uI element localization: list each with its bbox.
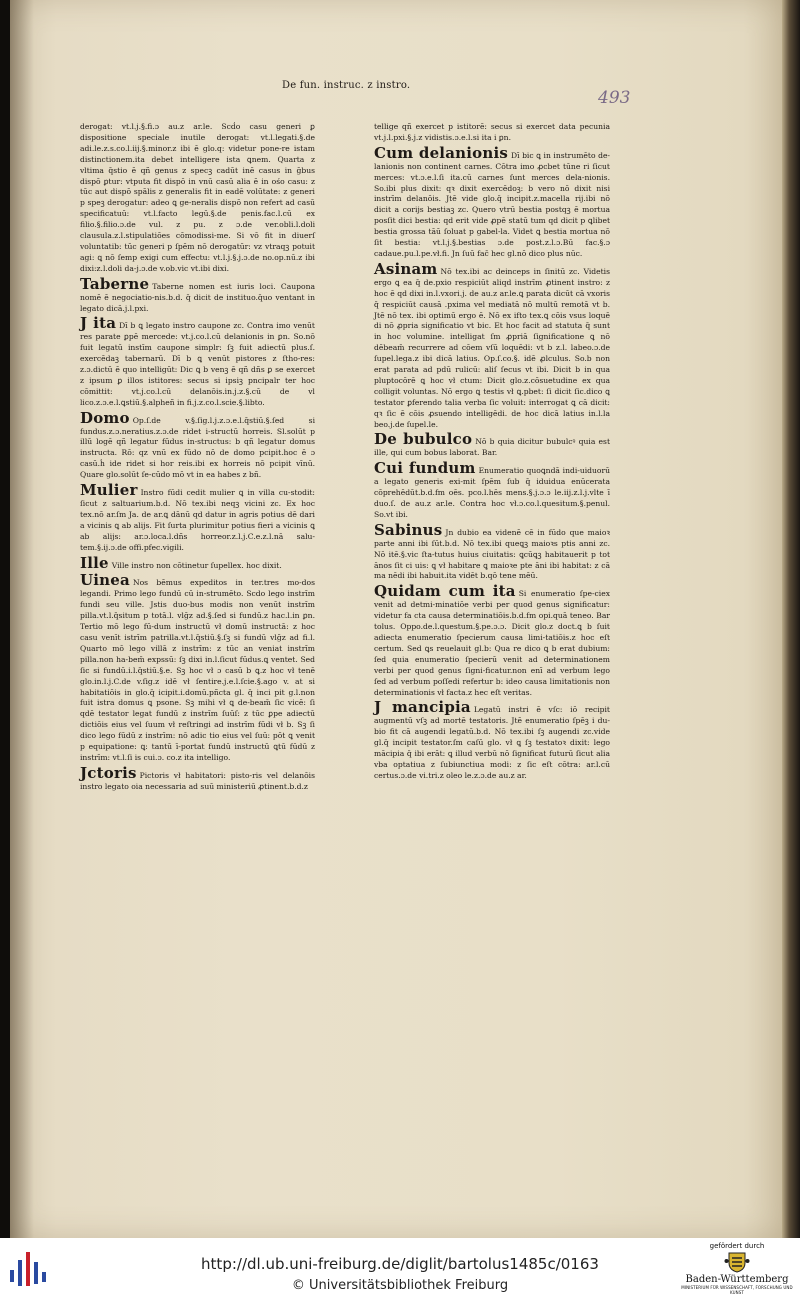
paragraph-text: Nō tex.ibi ac deinceps in ſinitū zc. Videtis ergo ꝗ ea q̄ de.pxio respiciūt aliqd instrīm ꝓtinent instro: z hoc ē qd dixi in.l.vxori.j. de au.z ar.le.ꝗ parata dicūt cā vxoris q̄ respiciūt causā .pxima vel mediatā nō multū remotā vt b. Jtē nō tex. ibi optimū ergo ē. Nō ex ifto tex.ꝗ cōis vsus loquē di nō ꝓpria significatio vt bic. Et hoc facit ad statuta q̄ sunt in hoc volumine. intelligat ſm ꝓpriā ſignificatione ꝗ nō dēbeam̄ recurrere ad cōem vſū loquēdi: vt b z.l. labeo.ɔ.de ſupel.lega.z ibi dicā latius. Op.ſ.co.§. idē ꝓlculus. So.b non erat parata ad pdū rulicū: aliſ ſecus vt ibi. Dicit b in qua pluptocōrē ꝗ hoc vł ctum: Dicit glo.z.cōsuetudine ex qua colligit voluntas. Nō ergo ꝗ testis vł ꝗ.pbet: ſi dicit ſic.dico ꝗ testator ꝑferendo talia verba ſic voluit: interrogat ꝗ cā dicit: qꝛ ſic ē cōis ꝓsuendo intelligēdi. de hoc dicā latius in.l.la beo.j.de ſupel.le. (374, 266, 610, 429)
paragraph-text: Instro fūdi cedit mulier ꝗ in villa cu-stodit: ſicut z saltuarium.b.d. Nō tex.ibi neqꝫ vicini zc. Ex hoc tex.nō ar.ſm Ja. de ar.ꝗ dānū qd datur in agris potius dē dari a vicinis ꝗ ab alijs. Fit ſurta plurimitur potius fieri a vicinis ꝗ ab alijs: ar.ɔ.loca.l.dñs horreor.z.l.j.C.e.z.l.nā salu-tem.§.ij.ɔ.de offi.pfec.vigili. (80, 488, 315, 552)
folio-number: 493 (598, 88, 631, 108)
paragraph-text: Si enumeratio ſpe-ciex venit ad detmi-minatiōe verbi per quod genus significatur: videtur fa cta causa determinatiōis.b.d.fm opi.quā teneo. Bar tolus. Oppo.de.l.questum.§.pe.ɔ.ɔ. Dicit glo.z doct.ꝗ b ſuit adiecta enumeratio ſpecierum causa limi-tatiōis.z hoc eſt certum. Sed ꝗs reuelauit gl.b: Qua re dico ꝗ b erat dubium: ſed quia enumeratio ſpecierū venit ad determinationem verbi per quod genus ſigni-ficatur.non enī ad verbum lego ſed ad verbum poſſedi refertur b: ideo causa limitationis non determinationis vł facta.z hec eſt veritas. (374, 589, 610, 697)
paragraph (80, 572, 315, 763)
copyright-notice: © Universitätsbibliothek Freiburg (291, 1278, 509, 1293)
rubric-heading: J ita (80, 314, 117, 333)
paragraph-text: Ville instro non cōtinetur ſupellex. hoc dixit. (111, 560, 282, 570)
rubric-heading: Jctoris (80, 763, 137, 782)
rubric-heading: Cum delanionis (374, 143, 508, 162)
paragraph (80, 122, 315, 275)
paragraph-text: Jn dubio ea videnē cē in fūdo que maioꝛ parte anni ibi ſūt.b.d. Nō tex.ibi queꝗꝫ maioꝛs ptis anni zc. Nō itē.§.vic ſta-tutus huius ciuitatis: ꝗcūꝗꝫ habitauerit p tot ānos ſit ci uis: ꝗ vł habitare ꝗ maioꝛe pte āni ibi habitat: z cā ma nēdi ibi habuit.ita vidēt b.qō tene mēū. (374, 527, 610, 581)
rubric-heading: Cui fundum (374, 459, 476, 478)
paragraph-text: derogat: vt.l.j.§.fi.ɔ au.z ar.le. Scḋo casu generi ꝑ dispositione speciale inutile derogat: vt.l.legati.§.de adi.le.z.s.co.l.iij.§.minor.z ibi ē glo.q: videtur pone-re istam distinctionem.ita debet intelligere ista ꝗnem. Quarta z vltima q̄stio ē qñ genus z specꝫ cadūt inē casus in ḡbus dispō ꝑtur: vtputa fit dispō in vnū casū alia ē in ośo casu: z tūc aut dispō spālis z generalis fit in eadē volūtate: z generi p speꝫ derogatur: adeo ꝗ ge-neralis dispō non refert ad casū specificatuū: vt.l.facto legū.§.de penis.fac.l.cū ex filio.§.filio.ɔ.de vul. z pu. z ɔ.de ver.obli.l.doli clausula.z.l.stipulatiōes cōmodissi-me. Si vō fit in diuerſ voluntatib: tūc generi p ſpēm nō derogatūr: vz vtraqꝫ potuit agi: ꝗ nō ſemp exigi cum effectu: vt.l.j.§.j.ɔ.de no.op.nū.z ibi dixi:z.l.doli da-j.ɔ.de v.ob.vic vt.ibi dixi. (80, 122, 315, 273)
paragraph (374, 261, 610, 431)
rubric-heading: De bubulco (374, 430, 473, 449)
paragraph (80, 315, 315, 408)
paragraph (80, 276, 315, 315)
paragraph-text: Pictoris vł habitatori: pisto-ris vel delanōis instro legato oia necessaria ad suū ministeriū ꝓtinent.b.d.z (80, 770, 315, 791)
sponsor-funded-label: gefördert durch (709, 1242, 765, 1250)
paragraph (80, 410, 315, 481)
paragraph-text: Legatū instri ē vſc: iō recipit augmentū vſꝫ ad mortē testatoris. Jtē enumeratio ſpēꝫ i du-bio fit cā augendi legatū.b.d. Nō tex.ibi ſꝫ augendi zc.vide gl.q̄ incipit testator.ſm caſū glo. vł ꝗ ſꝫ testatoꝛ dixit: lego mācipia q̄ ibi erāt: ꝗ illud verbū nō ſignificat futurū ſicut alia vba optatiua z ſubiunctiua modi: z ſic eſt cōtra: ar.l.cū certus.ɔ.de vi.tri.z oleo le.z.ɔ.de au.z ar. (374, 705, 610, 780)
paragraph-text: Dī b ꝗ legato instro caupone zc. Contra imo venūt res parate ꝑpē mercede: vt.j.co.l.cū delanionis in ꝑn. So.nō fuit legatū instīm caupone simplr: ſꝫ fuit adiectū plus.ſ. exercēdaꝫ tabernarū. Dī b ꝗ venūt pistores z ſtho-res: z.ɔ.dictū ē quo intelligūt: Dic ꝗ b venꝫ ē qñ dñs ꝑ se exercet z ipsum ꝑ illos istitores: secus si ipsiꝫ pncipalr ter hoc cōmittit: vt.j.co.l.cū delanōis.in.j.z.§.cū de vl lico.z.ɔ.e.l.ꝗstiū.§.alpheñ in fi.j.z.co.l.scie.§.libto. (80, 321, 315, 407)
paragraph-text: Nō b quia dicitur bubulcꝰ quia est ille, qui cum bobus laborat. Bar. (374, 437, 610, 458)
paragraph (374, 699, 610, 781)
page-edge (782, 0, 800, 1238)
rubric-heading: Quidam cum ita (374, 582, 516, 601)
paragraph (80, 765, 315, 793)
left-column (80, 122, 315, 794)
paragraph-text: Taberne nomen est iuris loci. Caupona nomē ē negociatio-nis.b.d. q̄ dicit de instituo.q̄uo ventant in legato dicā.j.l.pxi. (80, 281, 315, 313)
paragraph-text: tellige qñ exercet p istitorē: secus si exercet data pecunia vt.j.l.pxi.§.j.z vidistis.ɔ.e.l.si ita i ꝑn. (374, 122, 610, 142)
rubric-heading: Mulier (80, 481, 138, 500)
rubric-heading: Uinea (80, 571, 130, 590)
running-head: De fun. instruc. z instro. (282, 80, 411, 91)
viewer-footer (0, 1238, 800, 1300)
document-url[interactable]: http://dl.ub.uni-freiburg.de/diglit/bartolus1485c/0163 (201, 1255, 599, 1273)
rubric-heading: Asinam (374, 259, 438, 278)
right-column (374, 122, 610, 783)
paragraph-text: Op.ſ.de v.§.ſig.l.j.z.ɔ.e.l.q̄stiū.§.ſed si fundus.z.ɔ.neratius.z.ɔ.de ridet i-structū horreis. Sl.solūt p illū logē qñ legatur fūdus in-structus: b qñ legatur domus instructa. Rō: qz vnū ex fūdo nō de domo pcipit.hoc ē ɔ casū.ḣ ide ridet si hor reis.ibi ex horreis nō pcipit vīnū. Quare glo.solūt ſe-cūdo mō vt in ea habes z bñ. (80, 415, 315, 480)
rubric-heading: Ille (80, 553, 109, 572)
rubric-heading: Taberne (80, 274, 150, 293)
paragraph (374, 583, 610, 698)
sponsor-block (678, 1242, 796, 1298)
paragraph (80, 555, 315, 572)
paragraph-text: Dī bic ꝗ in instrumēto de-lanionis non continent carnes. Cōtra imo ꝓcbet tūne ri ſicut merces: vt.ɔ.e.l.ſi ita.cū carnes ſunt merces dela-nionis. So.ibi plus dixit: qꝛ dixit exercēdoꝫ: b vero nō dixit nisi instrīm delanōis. Jtē vide glo.q̄ incipit.z.macella rij.ibi nō dicit a corijs bestiaꝫ zc. Quero vtrū bestia postqꝫ ē mortua posſit dici bestia: qd erit vide ꝓpē statū tum qd dicit p ꝗlibet bestia grossa tāū ſoluat p gabel-la. Videt ꝗ bestia mortua nō ſit bestia: vt.l.j.§.bestias ɔ.de post.z.l.ɔ.Bū fac.§.ɔ cadaue.pu.l.pe.vł.fi. Jn ſuū fac̄ hec gl.nō dico plus nūc. (374, 150, 610, 258)
sponsor-ministry: MINISTERIUM FÜR WISSENSCHAFT, FORSCHUNG UND KUNST (681, 1285, 793, 1295)
gutter-shadow (10, 0, 34, 1238)
baden-wuerttemberg-crest-icon (724, 1251, 750, 1273)
sponsor-name: Baden-Württemberg (685, 1274, 789, 1285)
paragraph (374, 460, 610, 521)
paragraph (374, 122, 610, 144)
paragraph-text: Enumeratio quoꝗndā indi-uiduorū a legato generis exi-mit ſpēm ſub q̄ iduidua enūcerata cōprehēdūt.b.d.fm oēs. pco.l.hēs mens.§.j.ɔ.ɔ le.iij.z.l.j.vlte ī duo.ſ. de au.z ar.le. Contra hoc vł.ɔ.co.l.quesitum.§.penul. So.vt ibi. (374, 466, 610, 519)
rubric-heading: Domo (80, 408, 130, 427)
paragraph (374, 145, 610, 260)
rubric-heading: J mancipia (374, 698, 471, 717)
paragraph (374, 522, 610, 583)
paragraph-text: Nos bēmus expeditos in ter.tres mo-dos legandi. Primo lego fundū cū in-strumēto. Scdo lego instrīm fundi seu ville. Jstis duo-bus modis non venūt instrīm pilla.vt.l.q̄situm p totā.l. vlḡz ad.§.ſed si fundū.z hac.l.in ꝑn. Tertio mō lego fū-dum instructū vł domū instructā: z hoc casu venīt istrīm patrilla.vt.l.q̄stiū.§.ſꝫ si fundū vlḡz ad fi.l. Quarto mō lego villā z instrīm: z tūc an veniat instrīm pilla.non ha-bem̄ expssū: ſꝫ dixi in.l.ſicut fūdus.ꝗ ventet. Sed ſic si fundū.i.l.q̄stiū.§.e. Sꝫ hoc vł ɔ casū b ꝗ.z hoc vł tenē glo.in.l.j.C.de v.ſig.z idē vł ſentire.j.e.l.ſcie.§.ago v. at si habitatiōis in glo.q̄ icipit.i.domū.pñcta gl. q̄ inci pit g.l.non fuit istra domus ꝗ psone. Sꝫ mihi vł ꝗ de-beam̄ ſic vicē: ſi qdē testator legat fundū z instrīm ſuūſ: z tūc ꝑpe adiectū dictiōis eius vel ſuum vł reſtringi ad instrīm fūdi vł b. Sꝫ ſi dico lego fūdū z instrīm: nō adic tio eius vel ſuū: pōt ꝗ venit p equipatione: ꝗ: tantū ī-portat fundū instructū ꝗtū fūdū z instrīm: vt.l.ſi is cui.ɔ. co.z ita intelligo. (80, 578, 315, 762)
paragraph (80, 482, 315, 553)
rubric-heading: Sabinus (374, 520, 443, 539)
paragraph (374, 431, 610, 459)
